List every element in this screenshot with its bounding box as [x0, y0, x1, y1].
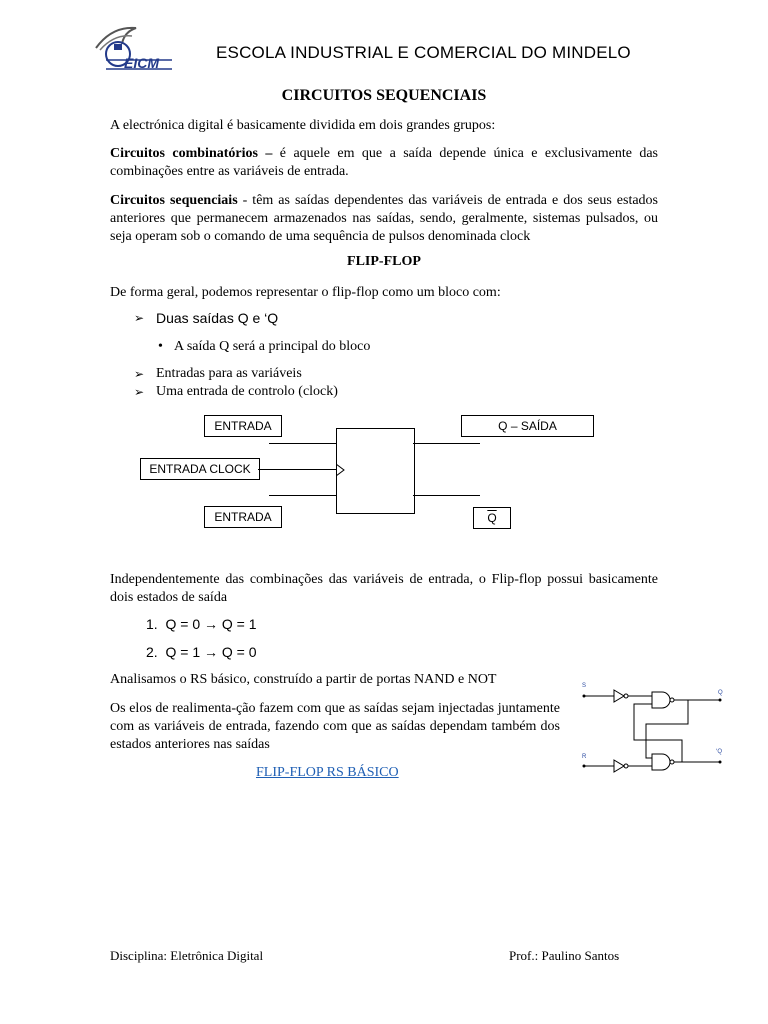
q-output-node	[719, 699, 722, 702]
q-label: Q	[718, 690, 723, 696]
combinational-term: Circuitos combinatórios –	[110, 146, 273, 161]
bullet-subitem: A saída Q será a principal do bloco	[174, 339, 371, 354]
nand-gate-bottom-icon	[652, 754, 670, 770]
bullet-item-outputs: Duas saídas Q e ‘Q	[156, 310, 279, 326]
sequential-term: Circuitos sequenciais	[110, 193, 238, 208]
combinational-text: é aquele em que a saída depende única e exclusivamente das combinações entre as variáveis de entrada.	[110, 146, 659, 179]
bullet-item-clock: Uma entrada de controlo (clock)	[156, 384, 338, 399]
input-bottom-label: ENTRADA	[204, 506, 282, 528]
nand-gate-top-icon	[652, 692, 670, 708]
flipflop-heading: FLIP-FLOP	[347, 254, 421, 269]
input-top-label: ENTRADA	[204, 415, 282, 437]
qbar-label: ‘Q	[716, 749, 722, 755]
page-title: CIRCUITOS SEQUENCIAIS	[281, 87, 487, 104]
rs-intro: Analisamos o RS básico, construído a partir de portas NAND e NOT	[110, 672, 497, 687]
logo-graphic	[92, 22, 174, 74]
footer-subject: Disciplina: Eletrônica Digital	[110, 948, 264, 963]
flipflop-intro: De forma geral, podemos representar o flip-flop como um bloco com:	[110, 285, 501, 300]
state-number-1: 1.	[146, 616, 166, 632]
output-qbar-label	[473, 507, 511, 529]
output-q-wire	[413, 443, 480, 444]
not-gate-top-icon	[614, 690, 624, 702]
output-q-label: Q – SAÍDA	[461, 415, 594, 437]
states-intro: Independentemente das combinações das variáveis de entrada, o Flip-flop possui basicamente dois estados de saída	[110, 572, 658, 605]
arrow-bullet-icon: ➢	[134, 385, 145, 399]
not-gate-bottom-icon	[614, 760, 624, 772]
state-text-2: Q = 1 → Q = 0	[165, 644, 257, 660]
state-item-1	[146, 616, 257, 632]
clock-triangle-icon	[336, 464, 346, 476]
logo-text: EICM	[124, 55, 159, 71]
state-text-1: Q = 0 → Q = 1	[165, 616, 257, 632]
rs-flipflop-link-container	[256, 765, 399, 781]
input-clock-label: ENTRADA CLOCK	[140, 458, 260, 480]
combinational-paragraph	[110, 145, 658, 181]
sequential-text: - têm as saídas dependentes das variáveis de entrada e dos seus estados anteriores que permanecem armazenados nas saídas, sendo, geralmente, sistemas pulsados, ou seja operam sob o comando de uma sequência de pulsos denominada clock	[110, 193, 658, 244]
r-label: R	[582, 754, 587, 760]
output-qbar-wire	[413, 495, 480, 496]
school-logo	[92, 22, 174, 74]
feedback-wire-bottom	[634, 704, 682, 762]
qbar-output-node	[719, 761, 722, 764]
bullet-item-inputs: Entradas para as variáveis	[156, 366, 302, 381]
intro-paragraph: A electrónica digital é basicamente dividida em dois grandes grupos:	[110, 118, 496, 133]
footer-teacher: Prof.: Paulino Santos	[509, 948, 620, 963]
arrow-bullet-icon: ➢	[134, 311, 145, 325]
rs-flipflop-link[interactable]: FLIP-FLOP RS BÁSICO	[256, 765, 399, 780]
arrow-bullet-icon: ➢	[134, 367, 145, 381]
state-item-2	[146, 644, 257, 660]
s-label: S	[582, 683, 587, 689]
state-number-2: 2.	[146, 644, 166, 660]
flipflop-block	[336, 428, 415, 514]
school-name: ESCOLA INDUSTRIAL E COMERCIAL DO MINDELO	[216, 43, 631, 62]
input-top-wire	[269, 443, 336, 444]
sequential-paragraph	[110, 192, 658, 246]
dot-bullet-icon: •	[158, 339, 163, 354]
rs-circuit-diagram	[578, 676, 758, 786]
feedback-paragraph: Os elos de realimenta-ção fazem com que as saídas sejam injectadas juntamente com as variáveis de entrada, fazendo com que as saídas dependam também dos estados anteriores nas saídas	[110, 701, 560, 752]
input-clock-wire	[258, 469, 336, 470]
output-qbar-text: $\overline{Q}$	[487, 511, 497, 525]
input-bottom-wire	[269, 495, 336, 496]
